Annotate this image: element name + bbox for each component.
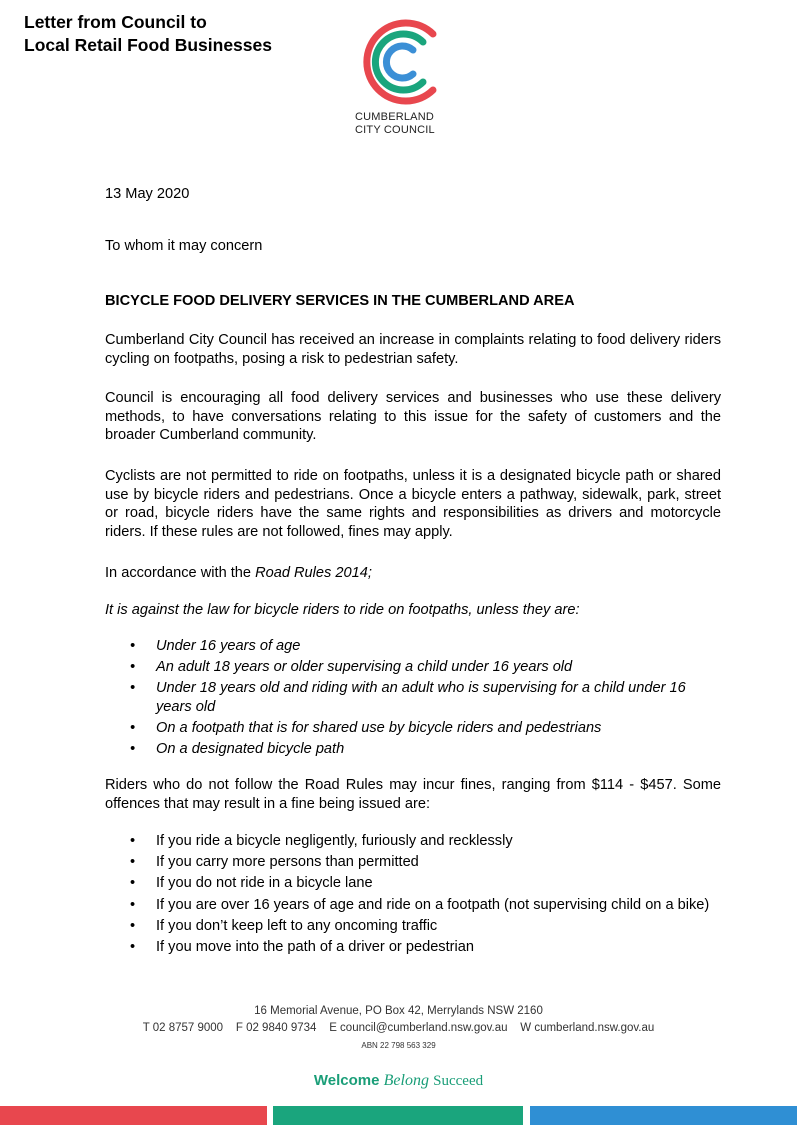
paragraph-complaints: Cumberland City Council has received an increase in complaints relating to food delivery riders cycling on footpaths, posing a risk to pedestrian safety.: [105, 332, 721, 367]
list-item: • Under 16 years of age: [130, 638, 301, 654]
footer-bar-red: [0, 1106, 267, 1125]
list-item: • If you don’t keep left to any oncoming traffic: [130, 917, 438, 934]
footer-abn: ABN 22 798 563 329: [361, 1041, 436, 1050]
offences-list: [105, 832, 721, 959]
letter-title: [24, 11, 272, 57]
footer-bar-blue: [530, 1106, 797, 1125]
list-item: • If you are over 16 years of age and ride on a footpath (not supervising child on a bike): [130, 896, 710, 913]
bullet-icon: •: [130, 875, 136, 892]
bullet-icon: •: [130, 854, 136, 871]
bullet-icon: •: [130, 680, 136, 697]
paragraph-fines: Riders who do not follow the Road Rules may incur fines, ranging from $114 - $457. Some offences that may result in a fine being issued are:: [105, 777, 721, 812]
list-item: • An adult 18 years or older supervising a child under 16 years old: [130, 659, 573, 676]
paragraph-encouragement: Council is encouraging all food delivery services and businesses who use these delivery methods, to have conversations relating to this issue for the safety of customers and the broader Cumberland community.: [105, 390, 721, 443]
logo-name-line-2: CITY COUNCIL: [355, 124, 435, 136]
bullet-icon: •: [130, 833, 136, 849]
bullet-icon: •: [130, 896, 136, 913]
list-item: • Under 18 years old and riding with an adult who is supervising for a child under 16 years old: [130, 680, 686, 715]
bullet-icon: •: [130, 638, 136, 654]
letter-heading: BICYCLE FOOD DELIVERY SERVICES IN THE CUMBERLAND AREA: [105, 293, 575, 309]
letter-title-line-2: Local Retail Food Businesses: [24, 35, 272, 55]
list-item: • If you carry more persons than permitted: [130, 854, 419, 871]
bullet-icon: •: [130, 741, 136, 758]
tagline-belong: Belong: [383, 1072, 429, 1089]
list-item: • If you ride a bicycle negligently, furiously and recklessly: [130, 833, 513, 849]
exceptions-list: [105, 637, 721, 761]
bullet-icon: •: [130, 917, 136, 934]
road-rules-title: Road Rules 2014;: [255, 565, 372, 581]
council-logo: [355, 16, 447, 138]
letter-date: 13 May 2020: [105, 186, 190, 202]
list-item: • If you do not ride in a bicycle lane: [130, 875, 373, 892]
footer-contacts: T 02 8757 9000 F 02 9840 9734 E council@cumberland.nsw.gov.au W cumberland.nsw.gov.au: [142, 1022, 655, 1034]
paragraph-road-rules: [105, 564, 721, 583]
tagline-welcome: Welcome: [313, 1072, 380, 1089]
list-item: • On a footpath that is for shared use by bicycle riders and pedestrians: [130, 720, 602, 737]
tagline-succeed: Succeed: [433, 1073, 484, 1089]
road-rules-prefix: In accordance with the: [105, 565, 256, 581]
bullet-icon: •: [130, 720, 136, 737]
salutation: To whom it may concern: [105, 238, 263, 254]
footer-address: 16 Memorial Avenue, PO Box 42, Merrylands NSW 2160: [254, 1005, 543, 1017]
law-intro: It is against the law for bicycle riders to ride on footpaths, unless they are:: [105, 602, 580, 618]
paragraph-footpath-rules: Cyclists are not permitted to ride on footpaths, unless it is a designated bicycle path or shared use by bicycle riders and pedestrians. Once a bicycle enters a pathway, sidewalk, park, street or road, bicycle riders have the same rights and responsibilities as drivers and motorcycle riders. If these rules are not followed, fines may apply.: [105, 468, 721, 540]
list-item: • If you move into the path of a driver or pedestrian: [130, 938, 474, 955]
footer-bar-green: [273, 1106, 523, 1125]
list-item: • On a designated bicycle path: [130, 741, 345, 758]
council-tagline: [0, 1072, 797, 1090]
bullet-icon: •: [130, 938, 136, 955]
bullet-icon: •: [130, 659, 136, 676]
letter-title-line-1: Letter from Council to: [24, 12, 207, 32]
council-logo-wordmark: [355, 111, 447, 137]
council-logo-icon: [355, 16, 447, 108]
logo-name-line-1: CUMBERLAND: [355, 111, 435, 123]
